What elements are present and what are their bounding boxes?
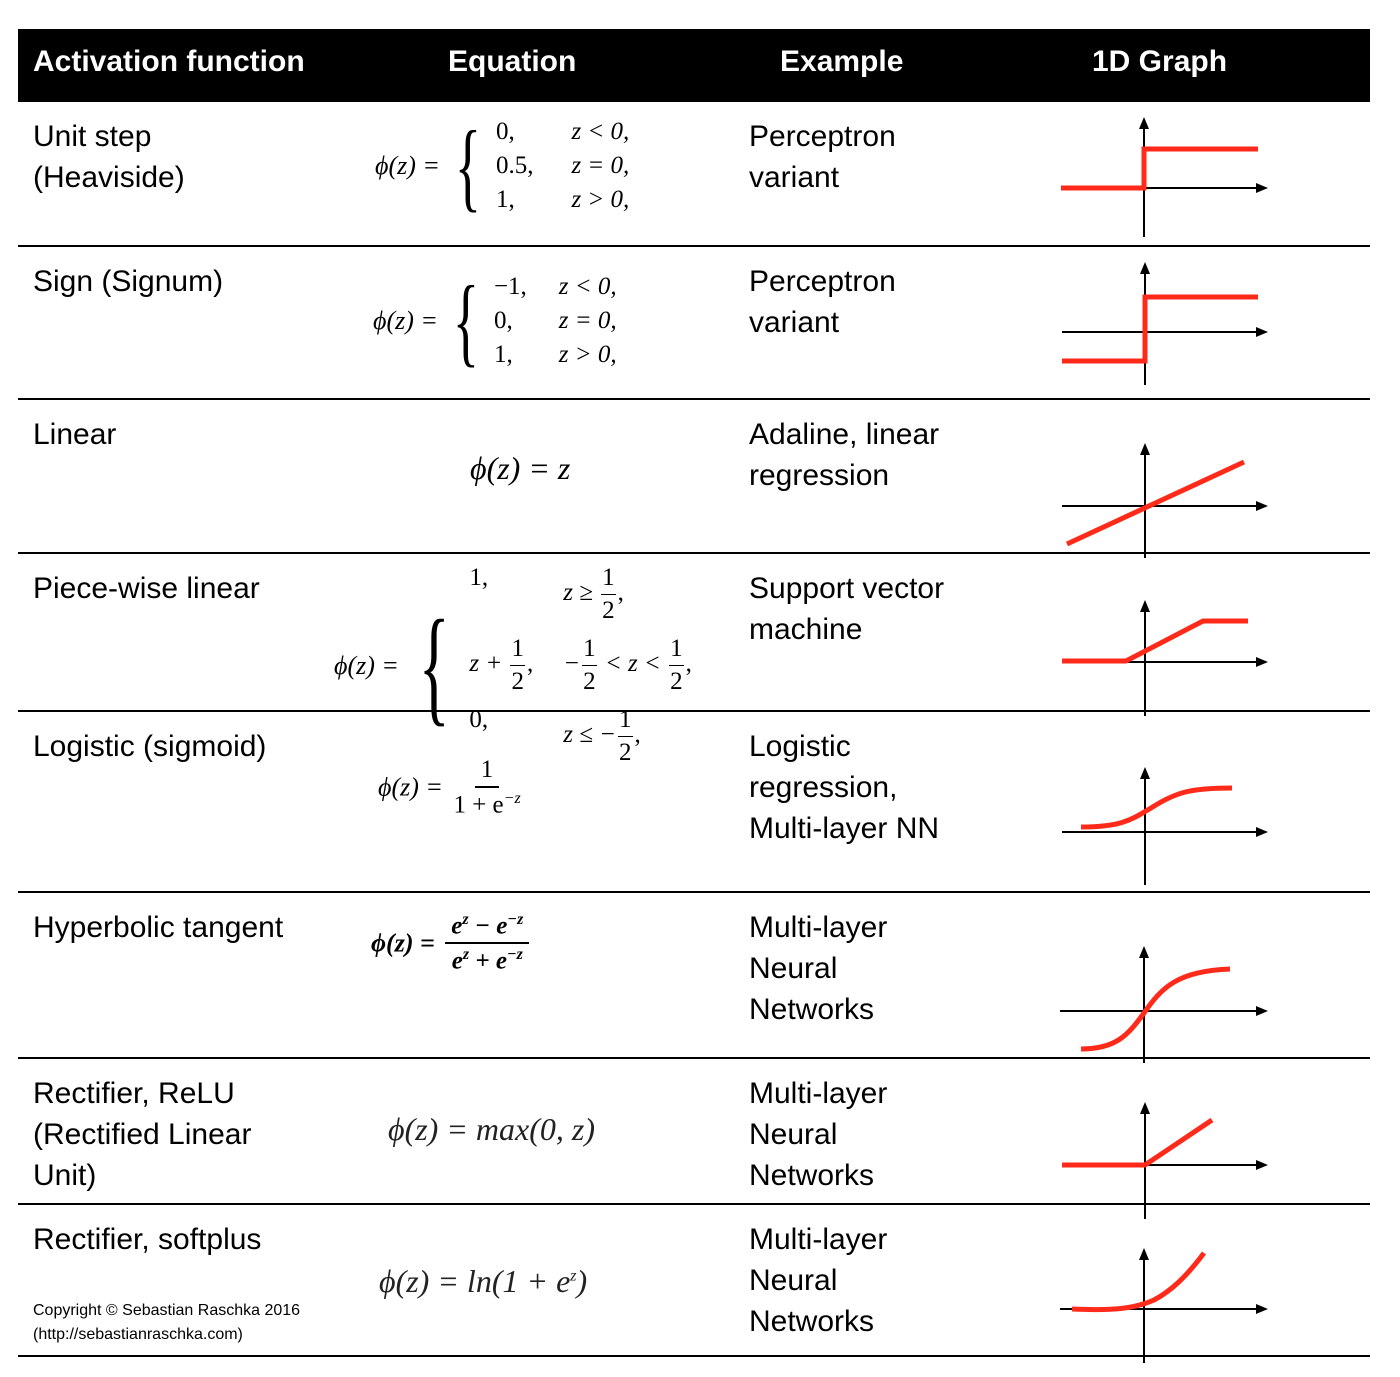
- tanh-graph: [1036, 903, 1276, 1053]
- sigmoid-graph: [1036, 732, 1276, 882]
- function-name: Rectifier, softplus: [33, 1223, 262, 1256]
- table-row: [18, 893, 1370, 1059]
- table-row: [18, 247, 1370, 400]
- function-name: Linear: [33, 418, 117, 451]
- brace-icon: {: [418, 593, 450, 738]
- equation: ϕ(z) = max(0, z): [388, 1111, 595, 1147]
- equation-lhs: ϕ(z) =: [334, 650, 399, 680]
- function-name: Hyperbolic tangent: [33, 911, 284, 944]
- header-example: Example: [780, 45, 904, 78]
- example-text: Multi-layer Neural Networks: [749, 1077, 888, 1192]
- example-text: Perceptron variant: [749, 265, 896, 339]
- sign-graph: [1036, 257, 1276, 387]
- linear-graph: [1036, 410, 1276, 545]
- equation-lhs: ϕ(z) =: [378, 772, 443, 802]
- example-text: Multi-layer Neural Networks: [749, 1223, 888, 1338]
- equation-lhs: ϕ(z) =: [375, 151, 440, 180]
- function-name: Rectifier, ReLU (Rectified Linear Unit): [33, 1077, 252, 1192]
- function-name: Piece-wise linear: [33, 572, 260, 605]
- function-name: Sign (Signum): [33, 265, 224, 298]
- example-text: Logistic regression, Multi-layer NN: [749, 730, 940, 845]
- equation: ϕ(z) = { −1, z < 0, 0, z = 0, 1, z > 0,: [373, 265, 617, 376]
- brace-icon: {: [454, 110, 482, 221]
- table-row: [18, 1059, 1370, 1205]
- step-graph: [1036, 112, 1276, 237]
- table-header: [18, 29, 1370, 102]
- function-name: Unit step (Heaviside): [33, 120, 185, 194]
- function-name: Logistic (sigmoid): [33, 730, 267, 763]
- example-text: Perceptron variant: [749, 120, 896, 194]
- header-activation-function: Activation function: [33, 45, 305, 78]
- example-text: Adaline, linear regression: [749, 418, 940, 492]
- equation: [378, 756, 525, 819]
- equation-lhs: ϕ(z) =: [371, 928, 435, 958]
- softplus-graph: [1036, 1215, 1276, 1365]
- equation: ϕ(z) = { 1, z ≥ $\frac{1}{2}$ , z + $\frac{1}{2}$ , − $\frac{1}{2}$ < z < $\frac{1}{2}$ , 0, z ≤ − $\frac{1}{2}$ ,: [334, 564, 692, 766]
- fraction: $\frac{1}{1 + e^{-z}}$: [453, 756, 521, 819]
- example-text: Support vector machine: [749, 572, 945, 646]
- equation: [371, 911, 533, 976]
- equation: $\phi(z) = \ln(1 + e^z)$: [379, 1263, 588, 1299]
- piecewise-linear-graph: [1036, 564, 1276, 704]
- table-row: [18, 712, 1370, 893]
- relu-graph: [1036, 1069, 1276, 1209]
- equation: ϕ(z) = z: [470, 450, 571, 486]
- table-row: [18, 1205, 1370, 1357]
- table-row: [18, 102, 1370, 247]
- example-text: Multi-layer Neural Networks: [749, 911, 888, 1026]
- table-row: [18, 400, 1370, 554]
- equation: ϕ(z) = { 0, z < 0, 0.5, z = 0, 1, z > 0,: [375, 110, 630, 221]
- header-1d-graph: 1D Graph: [1092, 45, 1228, 78]
- brace-icon: {: [452, 265, 480, 376]
- header-equation: Equation: [448, 45, 577, 78]
- fraction: $\frac{e^z - e^{-z}}{e^z + e^{-z}}$: [445, 911, 529, 976]
- equation-lhs: ϕ(z) =: [373, 306, 438, 335]
- copyright-notice: Copyright © Sebastian Raschka 2016 (http://sebastianraschka.com): [33, 1302, 301, 1343]
